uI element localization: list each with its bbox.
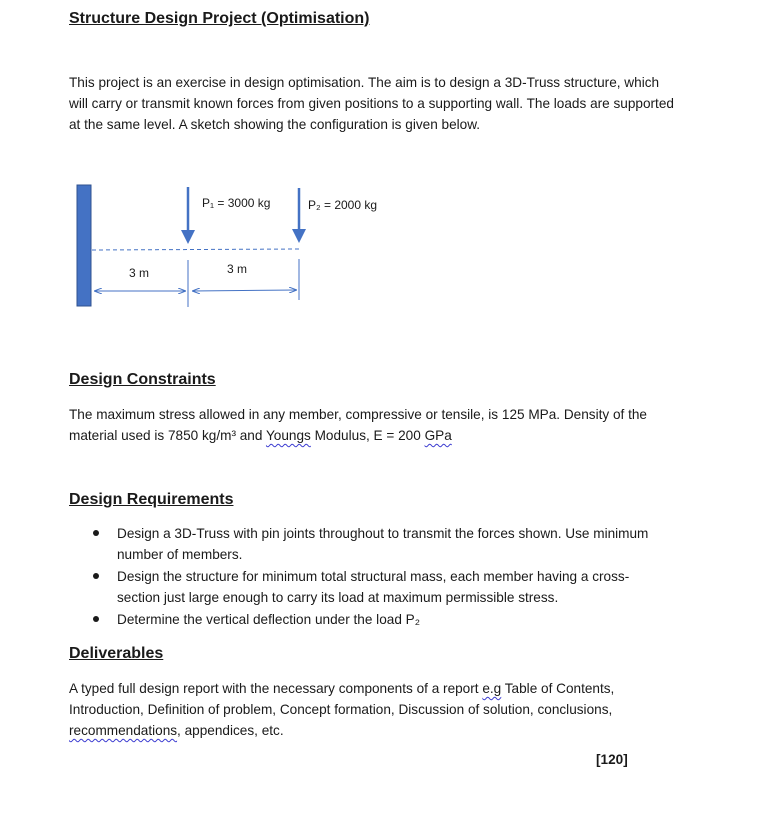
deliverables-paragraph: A typed full design report with the necessary components of a report e.g Table of Contents, Introduction, Definition of problem, Concept formation, Discussion of solution, conclusions, recommendations, appendices, etc. [69, 681, 615, 738]
page-title: Structure Design Project (Optimisation) [69, 10, 370, 27]
constraints-text-mid: Modulus, E = 200 [310, 428, 425, 443]
bullet-icon [93, 530, 99, 536]
intro-paragraph: This project is an exercise in design optimisation. The aim is to design a 3D-Truss structure, which will carry or transmit known forces from given positions to a supporting wall. The loads are supported at the same level. A sketch showing the configuration is given below. [69, 75, 674, 132]
list-item: Design a 3D-Truss with pin joints throughout to transmit the forces shown. Use minimum number of members. [69, 523, 659, 565]
requirements-list [69, 523, 659, 631]
support-wall [77, 185, 91, 306]
constraints-paragraph [69, 404, 689, 446]
dimension-arrow-2 [192, 290, 297, 291]
load-level-line [92, 249, 300, 250]
recommendations-word: recommendations [69, 723, 178, 738]
total-marks: [120] [596, 752, 628, 767]
deliverables-heading: Deliverables [69, 645, 164, 662]
dimension-label-1: 3 m [129, 266, 150, 280]
load-label-p1: P₁ = 3000 kg [202, 196, 271, 210]
eg-word: e.g [482, 681, 502, 696]
load-arrow-p1 [181, 187, 195, 244]
gpa-word: GPa [424, 428, 452, 443]
load-arrow-p2 [292, 188, 306, 243]
dimension-label-2: 3 m [227, 262, 248, 276]
constraints-text: The maximum stress allowed in any member, compressive or tensile, is 125 MPa. Density of the material used is 7850 kg/m³ and [69, 407, 647, 443]
load-label-p2: P₂ = 2000 kg [308, 198, 378, 212]
bullet-icon [93, 573, 99, 579]
requirements-heading: Design Requirements [69, 491, 234, 508]
list-item: Design the structure for minimum total structural mass, each member having a cross-section just large enough to carry its load at maximum permissible stress. [69, 566, 659, 608]
truss-sketch [0, 170, 400, 320]
constraints-heading: Design Constraints [69, 371, 216, 388]
bullet-icon [93, 616, 99, 622]
youngs-word: Youngs [265, 428, 311, 443]
list-item: Determine the vertical deflection under the load P₂ [69, 609, 659, 630]
